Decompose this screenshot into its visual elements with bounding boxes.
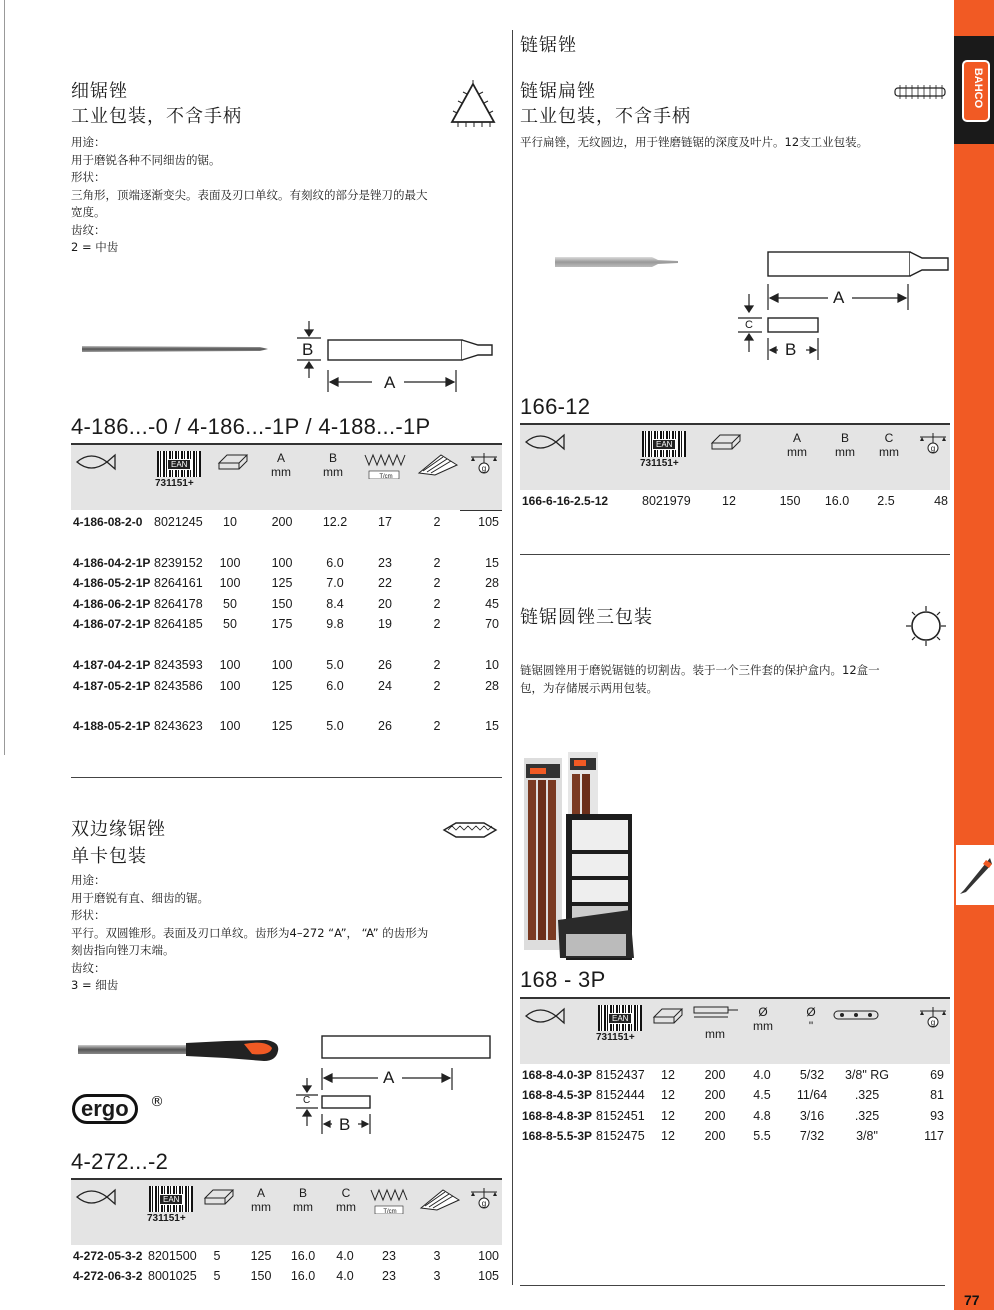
table-cell: 93 [930,1109,944,1123]
table-cell: 200 [704,1129,726,1143]
right-heading: 链锯锉 [520,35,577,56]
table-cell: 16.0 [290,1269,316,1283]
table-cell: 26 [378,719,392,733]
col-a [782,431,812,459]
table-header [71,1178,502,1245]
package-icon [652,1005,684,1025]
column-divider [512,30,513,1285]
col-b-unit: mm [293,1200,313,1214]
fish-icon [524,431,566,453]
dim-a-label: A [384,373,396,392]
table-cell: 12 [661,1088,675,1102]
registered-mark: ® [150,1094,164,1110]
col-b [291,1186,315,1214]
table-header [520,997,950,1064]
table-cell: 4.0 [336,1269,354,1283]
r-sec2-desc [520,662,945,697]
ergo-logo [72,1094,138,1124]
table-cell: 100 [219,576,241,590]
table-cell: 15 [485,556,499,570]
dim-a-label: A [383,1068,395,1087]
table-cell: 8.4 [326,597,344,611]
desc-line: 用途： [71,873,106,887]
table-cell: 117 [924,1129,944,1143]
col-c [334,1186,358,1214]
table-cell: 26 [378,658,392,672]
table-cell: 200 [704,1088,726,1102]
table-cell: 70 [485,617,499,631]
table-cell: 2.5 [877,494,895,508]
col-a [249,1186,273,1214]
product-code: 4-187-05-2-1P [73,679,151,693]
table-cell: 100 [271,556,293,570]
sec2-title: 双边缘锯锉 [71,819,166,840]
handled-file-image [76,1036,282,1066]
sec1-desc [71,134,501,257]
table-cell: 105 [478,515,499,529]
ean-number: 731151+ [596,1032,635,1043]
product-code: 4-186-04-2-1P [73,556,151,570]
dim-a-label: A [833,288,845,307]
fish-icon [75,1186,117,1208]
table-cell: 4.0 [753,1068,771,1082]
table-cell: 3/8" RG [844,1068,890,1082]
weight-unit: g [481,464,487,473]
table-cell: 5 [213,1269,221,1283]
package-icon [710,431,742,451]
desc-line: 2 = 中齿 [71,240,119,254]
ean-label: EAN [608,1013,632,1024]
weight-unit: g [930,1018,936,1027]
product-code: 4-272-06-3-2 [73,1269,143,1283]
table-cell: 100 [478,1249,499,1263]
table-cell: 200 [704,1109,726,1123]
table-cell: 12.2 [322,515,348,529]
table-cell: 4.0 [336,1249,354,1263]
table-cell: 50 [223,597,237,611]
col-c-label: C [341,1186,351,1200]
table-cell: 50 [223,617,237,631]
ean-number: 731151+ [147,1213,186,1224]
table-cell: 8239152 [154,556,203,570]
col-a-label: A [276,451,285,465]
table-cell: 4.5 [753,1088,771,1102]
table-cell: 100 [219,679,241,693]
product-code: 4-186-07-2-1P [73,617,151,631]
dim-c-label: C [303,1095,311,1106]
display-stand-image [522,750,636,960]
table-cell: 5.5 [753,1129,771,1143]
desc-line: 用途： [71,135,106,149]
round-file-icon [904,604,948,648]
flat-file-icon [892,84,948,100]
table-cell: 2 [433,719,441,733]
desc-line: 形状： [71,908,106,922]
table-cell: 8201500 [148,1249,197,1263]
col-b-unit: mm [323,465,343,479]
sec1-code: 4-186...-0 / 4-186...-1P / 4-188...-1P [71,414,431,439]
triangle-file-icon [448,80,498,128]
col-b-label: B [328,451,337,465]
product-code: 4-272-05-3-2 [73,1249,143,1263]
ean-number: 731151+ [155,478,194,489]
table-cell: 8264178 [154,597,203,611]
col-b-label: B [840,431,849,445]
table-cell: 6.0 [326,679,344,693]
table-cell: 45 [485,597,499,611]
table-cell: 175 [271,617,293,631]
table-cell: 48 [934,494,948,508]
table-cell: 4.8 [753,1109,771,1123]
table-cell: 3 [433,1249,441,1263]
table-cell: 8021245 [154,515,203,529]
bottom-rule [520,1285,945,1286]
section-rule [520,554,950,555]
table-cell: 2 [433,515,441,529]
col-c-label: C [884,431,894,445]
sec1-title: 细锯锉 [71,81,128,102]
desc-line: 用于磨锐有直、细齿的锯。 [71,890,209,905]
table-cell: 12 [722,494,736,508]
table-cell: 125 [271,719,293,733]
product-code: 4-188-05-2-1P [73,719,151,733]
r-sec2-code: 168 - 3P [520,967,606,992]
dim-c-label: C [745,319,753,331]
table-cell: 11/64 [796,1088,828,1102]
left-margin-line [4,0,5,755]
r-sec2-title: 链锯圆锉三包装 [520,607,653,628]
ean-number: 731151+ [640,458,679,469]
desc-line: 齿纹： [71,222,106,237]
table-cell: 20 [378,597,392,611]
product-code: 168-8-4.5-3P [522,1088,593,1102]
weight-unit: g [481,1199,487,1208]
col-c [874,431,904,459]
desc-line: 平行。双圆锥形。表面及刃口单纹。齿形为4–272 “A”， “A” 的齿形为 [71,925,429,940]
table-cell: 8264161 [154,576,203,590]
product-code: 168-8-5.5-3P [522,1129,593,1143]
table-cell: 23 [382,1249,396,1263]
table-cell: 5/32 [799,1068,825,1082]
table-cell: 5.0 [326,658,344,672]
sec2-code: 4-272...-2 [71,1149,169,1174]
table-cell: 16.0 [824,494,850,508]
table-cell: 5 [213,1249,221,1263]
table-cell: 10 [485,658,499,672]
desc-line: 链锯圆锉用于磨锐锯链的切割齿。装于一个三件套的保护盒内。12盒一 [520,663,880,677]
chain-icon [832,1007,880,1023]
length-icon [692,1005,740,1021]
brand-text: BAHCO [972,67,984,109]
table-cell: 7/32 [799,1129,825,1143]
col-dia-unit: mm [753,1019,773,1033]
ean-label: EAN [167,459,191,470]
table-cell: 12 [661,1068,675,1082]
table-cell: 28 [485,679,499,693]
col-c-unit: mm [879,445,899,459]
col-b-label: B [298,1186,307,1200]
desc-line: 形状： [71,170,106,184]
col-a-unit: mm [787,445,807,459]
table-cell: 69 [930,1068,944,1082]
col-dia-label: Ø [758,1005,768,1019]
sec2-desc [71,872,501,995]
col-b-unit: mm [835,445,855,459]
table-cell: 8243593 [154,658,203,672]
col-dia2-unit: " [808,1019,814,1033]
ean-label: EAN [159,1194,183,1205]
table-cell: 3/8" [856,1129,878,1143]
desc-line: 齿纹： [71,960,106,975]
cut-icon [417,1186,463,1212]
table-cell: 15 [485,719,499,733]
table-cell: 150 [250,1269,272,1283]
double-edge-icon [442,820,498,840]
table-cell: 19 [378,617,392,631]
table-cell: 23 [378,556,392,570]
table-cell: 2 [433,576,441,590]
dim-b-label: B [785,340,797,359]
col-a [269,451,293,479]
section-rule [71,777,502,778]
desc-line: 宽度。 [71,205,106,219]
col-a-label: A [792,431,801,445]
flat-file-image [554,254,680,270]
table-cell: 8152444 [596,1088,645,1102]
len-unit: mm [705,1027,725,1041]
desc-line: 用于磨锐各种不同细齿的锯。 [71,152,221,167]
table-cell: 125 [271,679,293,693]
table-cell: 125 [250,1249,272,1263]
desc-line: 刻齿指向锉刀末端。 [71,943,175,957]
table-cell: 100 [271,658,293,672]
dim-b-label: B [339,1115,351,1134]
fish-icon [524,1005,566,1027]
col-b [830,431,860,459]
table-cell: 12 [661,1129,675,1143]
col-a-unit: mm [251,1200,271,1214]
dim-b-label: B [302,340,314,359]
table-cell: 16.0 [290,1249,316,1263]
table-cell: 8264185 [154,617,203,631]
table-cell: 2 [433,658,441,672]
product-code: 168-8-4.8-3P [522,1109,593,1123]
table-cell: 8152437 [596,1068,645,1082]
package-icon [203,1186,235,1206]
col-dia2-label: Ø [806,1005,816,1019]
table-cell: 17 [378,515,392,529]
table-cell: 10 [223,515,237,529]
desc-line: 3 = 细齿 [71,978,119,992]
table-cell: 2 [433,597,441,611]
weight-unit: g [930,444,936,453]
table-cell: 8243586 [154,679,203,693]
product-code: 166-6-16-2.5-12 [522,494,609,508]
table-cell: 2 [433,617,441,631]
col-b [321,451,345,479]
table-cell: 100 [219,719,241,733]
table-cell: 3 [433,1269,441,1283]
table-cell: 28 [485,576,499,590]
tpi-label: T/cm [379,474,393,480]
sec1-subtitle: 工业包装，不含手柄 [71,106,242,127]
table-cell: 81 [930,1088,944,1102]
table-cell: 3/16 [799,1109,825,1123]
r-sec1-subtitle: 工业包装，不含手柄 [520,106,691,127]
table-cell: 2 [433,679,441,693]
header-rule [460,510,502,511]
saw-icon [956,850,994,900]
package-icon [217,451,249,471]
product-code: 4-186-06-2-1P [73,597,151,611]
table-cell: 8152451 [596,1109,645,1123]
table-header [520,423,950,490]
table-header [71,443,502,510]
r-sec1-code: 166-12 [520,394,591,419]
table-cell: 24 [378,679,392,693]
table-cell: 8152475 [596,1129,645,1143]
table-cell: 9.8 [326,617,344,631]
saw-file-image [80,340,270,360]
table-cell: 200 [271,515,293,529]
table-cell: .325 [854,1109,880,1123]
sec2-subtitle: 单卡包装 [71,846,147,867]
side-tab [954,0,994,1310]
desc-line: 三角形，顶端逐渐变尖。表面及刃口单纹。有刻纹的部分是锉刀的最大 [71,187,428,202]
table-cell: 6.0 [326,556,344,570]
dimension-diagram [292,1032,497,1138]
table-cell: 200 [704,1068,726,1082]
desc-line: 包，为存储展示两用包装。 [520,680,658,695]
table-cell: 12 [661,1109,675,1123]
table-cell: 7.0 [326,576,344,590]
table-cell: .325 [854,1088,880,1102]
r-sec1-desc: 平行扁锉，无纹圆边，用于锉磨链锯的深度及叶片。12支工业包装。 [520,135,869,149]
table-cell: 105 [478,1269,499,1283]
col-c-unit: mm [336,1200,356,1214]
table-cell: 100 [219,556,241,570]
table-cell: 5.0 [326,719,344,733]
product-code: 4-186-08-2-0 [73,515,143,529]
product-code: 168-8-4.0-3P [522,1068,593,1082]
col-dia2 [800,1005,822,1033]
col-a-unit: mm [271,465,291,479]
r-sec1-title: 链锯扁锉 [520,81,596,102]
table-cell: 8021979 [642,494,691,508]
ergo-text: ergo [81,1096,129,1121]
tpi-label: T/cm [383,1209,397,1215]
product-code: 4-187-04-2-1P [73,658,151,672]
cut-icon [415,451,461,477]
col-a-label: A [256,1186,265,1200]
table-cell: 100 [219,658,241,672]
table-cell: 8001025 [148,1269,197,1283]
table-cell: 150 [779,494,801,508]
table-cell: 23 [382,1269,396,1283]
table-cell: 22 [378,576,392,590]
table-cell: 2 [433,556,441,570]
fish-icon [75,451,117,473]
table-cell: 8243623 [154,719,203,733]
table-cell: 150 [271,597,293,611]
col-dia [752,1005,774,1033]
product-code: 4-186-05-2-1P [73,576,151,590]
page-number: 77 [964,1292,980,1308]
ean-label: EAN [652,439,676,450]
table-cell: 125 [271,576,293,590]
